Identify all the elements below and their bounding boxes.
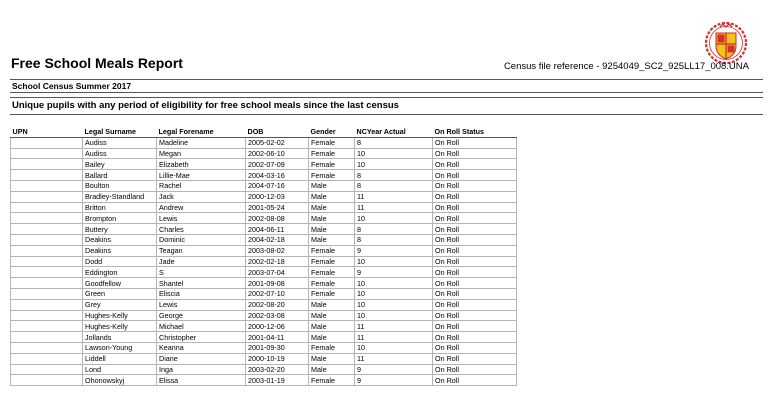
cell-on-roll-status: On Roll bbox=[433, 299, 517, 310]
table-row bbox=[11, 288, 517, 299]
cell-legal-surname: Boulton bbox=[83, 180, 157, 191]
cell-upn bbox=[11, 267, 83, 278]
cell-gender: Female bbox=[309, 137, 355, 148]
census-name-bar bbox=[10, 79, 763, 93]
cell-legal-surname: Green bbox=[83, 288, 157, 299]
cell-gender: Female bbox=[309, 375, 355, 386]
cell-gender: Female bbox=[309, 245, 355, 256]
cell-upn bbox=[11, 137, 83, 148]
cell-legal-surname: Hughes-Kelly bbox=[83, 310, 157, 321]
cell-on-roll-status: On Roll bbox=[433, 278, 517, 289]
table-header-row bbox=[11, 127, 517, 137]
cell-legal-forename: Elissa bbox=[157, 375, 246, 386]
cell-gender: Female bbox=[309, 159, 355, 170]
cell-ncyear: 9 bbox=[355, 375, 433, 386]
cell-legal-surname: Hughes-Kelly bbox=[83, 321, 157, 332]
cell-legal-surname: Audiss bbox=[83, 148, 157, 159]
cell-on-roll-status: On Roll bbox=[433, 148, 517, 159]
cell-legal-surname: Jollands bbox=[83, 332, 157, 343]
cell-dob: 2001-05-24 bbox=[246, 202, 309, 213]
cell-upn bbox=[11, 364, 83, 375]
cell-legal-surname: Bailey bbox=[83, 159, 157, 170]
cell-on-roll-status: On Roll bbox=[433, 234, 517, 245]
cell-legal-surname: Eddington bbox=[83, 267, 157, 278]
cell-dob: 2002-08-08 bbox=[246, 213, 309, 224]
cell-upn bbox=[11, 321, 83, 332]
cell-dob: 2002-02-18 bbox=[246, 256, 309, 267]
pupils-table bbox=[10, 127, 517, 386]
cell-gender: Male bbox=[309, 332, 355, 343]
cell-gender: Male bbox=[309, 234, 355, 245]
cell-legal-forename: Madeline bbox=[157, 137, 246, 148]
cell-dob: 2003-08-02 bbox=[246, 245, 309, 256]
cell-legal-forename: Lewis bbox=[157, 213, 246, 224]
table-row bbox=[11, 267, 517, 278]
cell-dob: 2002-06-10 bbox=[246, 148, 309, 159]
table-row bbox=[11, 170, 517, 181]
census-file-reference: Census file reference - 9254049_SC2_925LL17_008.UNA bbox=[503, 61, 749, 72]
cell-dob: 2002-08-20 bbox=[246, 299, 309, 310]
cell-upn bbox=[11, 170, 83, 181]
cell-on-roll-status: On Roll bbox=[433, 375, 517, 386]
cell-legal-forename: Jade bbox=[157, 256, 246, 267]
cell-legal-forename: Jack bbox=[157, 191, 246, 202]
cell-dob: 2001-09-08 bbox=[246, 278, 309, 289]
cell-gender: Female bbox=[309, 256, 355, 267]
cell-legal-surname: Britton bbox=[83, 202, 157, 213]
cell-dob: 2001-09-30 bbox=[246, 342, 309, 353]
cell-ncyear: 10 bbox=[355, 310, 433, 321]
cell-legal-forename: Lillie-Mae bbox=[157, 170, 246, 181]
cell-on-roll-status: On Roll bbox=[433, 170, 517, 181]
cell-gender: Female bbox=[309, 342, 355, 353]
table-row bbox=[11, 299, 517, 310]
cell-legal-forename: Rachel bbox=[157, 180, 246, 191]
cell-on-roll-status: On Roll bbox=[433, 342, 517, 353]
cell-ncyear: 10 bbox=[355, 342, 433, 353]
table-row bbox=[11, 234, 517, 245]
cell-gender: Male bbox=[309, 224, 355, 235]
cell-dob: 2000-12-03 bbox=[246, 191, 309, 202]
cell-on-roll-status: On Roll bbox=[433, 321, 517, 332]
table-row bbox=[11, 310, 517, 321]
cell-legal-surname: Bradley-Standland bbox=[83, 191, 157, 202]
cell-legal-forename: Diane bbox=[157, 353, 246, 364]
cell-on-roll-status: On Roll bbox=[433, 137, 517, 148]
cell-dob: 2001-04-11 bbox=[246, 332, 309, 343]
cell-ncyear: 10 bbox=[355, 256, 433, 267]
cell-ncyear: 11 bbox=[355, 202, 433, 213]
cell-legal-forename: Charles bbox=[157, 224, 246, 235]
cell-legal-surname: Ohonowskyj bbox=[83, 375, 157, 386]
cell-upn bbox=[11, 310, 83, 321]
cell-ncyear: 10 bbox=[355, 278, 433, 289]
cell-gender: Female bbox=[309, 267, 355, 278]
cell-ncyear: 11 bbox=[355, 353, 433, 364]
cell-legal-forename: Inga bbox=[157, 364, 246, 375]
cell-on-roll-status: On Roll bbox=[433, 159, 517, 170]
table-row bbox=[11, 342, 517, 353]
report-title: Free School Meals Report bbox=[11, 55, 183, 71]
cell-legal-forename: Elizabeth bbox=[157, 159, 246, 170]
cell-legal-surname: Lond bbox=[83, 364, 157, 375]
cell-dob: 2003-07-04 bbox=[246, 267, 309, 278]
cell-gender: Male bbox=[309, 353, 355, 364]
cell-upn bbox=[11, 148, 83, 159]
table-row bbox=[11, 213, 517, 224]
cell-upn bbox=[11, 234, 83, 245]
cell-ncyear: 9 bbox=[355, 245, 433, 256]
cell-ncyear: 10 bbox=[355, 213, 433, 224]
table-row bbox=[11, 148, 517, 159]
cell-dob: 2002-07-10 bbox=[246, 288, 309, 299]
cell-legal-forename: Michael bbox=[157, 321, 246, 332]
cell-dob: 2004-07-16 bbox=[246, 180, 309, 191]
header-upn: UPN bbox=[11, 127, 83, 137]
cell-upn bbox=[11, 256, 83, 267]
table-row bbox=[11, 137, 517, 148]
cell-upn bbox=[11, 202, 83, 213]
cell-on-roll-status: On Roll bbox=[433, 310, 517, 321]
cell-upn bbox=[11, 180, 83, 191]
cell-gender: Male bbox=[309, 213, 355, 224]
table-row bbox=[11, 224, 517, 235]
cell-dob: 2002-03-08 bbox=[246, 310, 309, 321]
header-on-roll-status: On Roll Status bbox=[433, 127, 517, 137]
cell-legal-surname: Goodfellow bbox=[83, 278, 157, 289]
cell-on-roll-status: On Roll bbox=[433, 353, 517, 364]
cell-gender: Female bbox=[309, 278, 355, 289]
header-legal-forename: Legal Forename bbox=[157, 127, 246, 137]
report-subtitle: Unique pupils with any period of eligibility for free school meals since the last census bbox=[12, 100, 399, 111]
cell-ncyear: 10 bbox=[355, 148, 433, 159]
cell-upn bbox=[11, 375, 83, 386]
cell-on-roll-status: On Roll bbox=[433, 256, 517, 267]
cell-dob: 2000-10-19 bbox=[246, 353, 309, 364]
header-ncyear-actual: NCYear Actual bbox=[355, 127, 433, 137]
cell-on-roll-status: On Roll bbox=[433, 191, 517, 202]
cell-legal-surname: Brompton bbox=[83, 213, 157, 224]
cell-legal-surname: Deakins bbox=[83, 234, 157, 245]
cell-on-roll-status: On Roll bbox=[433, 332, 517, 343]
cell-legal-forename: Dominic bbox=[157, 234, 246, 245]
report-subtitle-bar bbox=[10, 97, 763, 115]
cell-legal-surname: Deakins bbox=[83, 245, 157, 256]
cell-ncyear: 10 bbox=[355, 159, 433, 170]
cell-on-roll-status: On Roll bbox=[433, 180, 517, 191]
cell-upn bbox=[11, 353, 83, 364]
cell-legal-forename: Keanna bbox=[157, 342, 246, 353]
cell-gender: Female bbox=[309, 148, 355, 159]
cell-gender: Male bbox=[309, 180, 355, 191]
table-row bbox=[11, 202, 517, 213]
cell-on-roll-status: On Roll bbox=[433, 245, 517, 256]
cell-on-roll-status: On Roll bbox=[433, 288, 517, 299]
cell-ncyear: 9 bbox=[355, 267, 433, 278]
cell-on-roll-status: On Roll bbox=[433, 213, 517, 224]
cell-ncyear: 11 bbox=[355, 332, 433, 343]
header-legal-surname: Legal Surname bbox=[83, 127, 157, 137]
table-row bbox=[11, 278, 517, 289]
cell-dob: 2000-12-06 bbox=[246, 321, 309, 332]
cell-upn bbox=[11, 278, 83, 289]
cell-ncyear: 9 bbox=[355, 364, 433, 375]
table-row bbox=[11, 159, 517, 170]
header-dob: DOB bbox=[246, 127, 309, 137]
cell-legal-forename: Christopher bbox=[157, 332, 246, 343]
cell-upn bbox=[11, 332, 83, 343]
cell-legal-forename: Lewis bbox=[157, 299, 246, 310]
cell-on-roll-status: On Roll bbox=[433, 364, 517, 375]
pupils-table-body bbox=[11, 137, 517, 385]
cell-dob: 2003-01-19 bbox=[246, 375, 309, 386]
cell-upn bbox=[11, 299, 83, 310]
cell-ncyear: 8 bbox=[355, 180, 433, 191]
cell-gender: Male bbox=[309, 321, 355, 332]
cell-ncyear: 8 bbox=[355, 170, 433, 181]
cell-legal-forename: Megan bbox=[157, 148, 246, 159]
cell-legal-forename: Eliscia bbox=[157, 288, 246, 299]
table-row bbox=[11, 321, 517, 332]
cell-gender: Female bbox=[309, 170, 355, 181]
cell-gender: Male bbox=[309, 191, 355, 202]
cell-legal-surname: Dodd bbox=[83, 256, 157, 267]
cell-upn bbox=[11, 213, 83, 224]
cell-legal-surname: Lawson-Young bbox=[83, 342, 157, 353]
cell-legal-forename: Andrew bbox=[157, 202, 246, 213]
cell-ncyear: 11 bbox=[355, 191, 433, 202]
cell-legal-forename: S bbox=[157, 267, 246, 278]
cell-legal-forename: Shantel bbox=[157, 278, 246, 289]
cell-ncyear: 10 bbox=[355, 288, 433, 299]
cell-ncyear: 8 bbox=[355, 137, 433, 148]
cell-on-roll-status: On Roll bbox=[433, 224, 517, 235]
cell-legal-surname: Ballard bbox=[83, 170, 157, 181]
table-row bbox=[11, 364, 517, 375]
cell-ncyear: 11 bbox=[355, 321, 433, 332]
cell-legal-forename: Teagan bbox=[157, 245, 246, 256]
cell-ncyear: 8 bbox=[355, 234, 433, 245]
cell-legal-surname: Buttery bbox=[83, 224, 157, 235]
table-row bbox=[11, 256, 517, 267]
cell-on-roll-status: On Roll bbox=[433, 202, 517, 213]
cell-legal-forename: George bbox=[157, 310, 246, 321]
header-gender: Gender bbox=[309, 127, 355, 137]
cell-upn bbox=[11, 191, 83, 202]
cell-legal-surname: Liddell bbox=[83, 353, 157, 364]
cell-gender: Male bbox=[309, 202, 355, 213]
table-row bbox=[11, 191, 517, 202]
census-name: School Census Summer 2017 bbox=[12, 81, 132, 91]
cell-ncyear: 10 bbox=[355, 299, 433, 310]
cell-gender: Male bbox=[309, 310, 355, 321]
cell-dob: 2005-02-02 bbox=[246, 137, 309, 148]
cell-upn bbox=[11, 224, 83, 235]
cell-upn bbox=[11, 245, 83, 256]
cell-upn bbox=[11, 342, 83, 353]
school-crest-logo bbox=[704, 20, 748, 66]
cell-legal-surname: Grey bbox=[83, 299, 157, 310]
table-row bbox=[11, 332, 517, 343]
cell-dob: 2003-02-20 bbox=[246, 364, 309, 375]
cell-dob: 2002-07-09 bbox=[246, 159, 309, 170]
cell-legal-surname: Audiss bbox=[83, 137, 157, 148]
table-row bbox=[11, 375, 517, 386]
cell-dob: 2004-03-16 bbox=[246, 170, 309, 181]
cell-ncyear: 8 bbox=[355, 224, 433, 235]
cell-gender: Female bbox=[309, 288, 355, 299]
table-row bbox=[11, 245, 517, 256]
cell-upn bbox=[11, 159, 83, 170]
cell-gender: Male bbox=[309, 364, 355, 375]
cell-gender: Male bbox=[309, 299, 355, 310]
cell-upn bbox=[11, 288, 83, 299]
cell-on-roll-status: On Roll bbox=[433, 267, 517, 278]
cell-dob: 2004-06-11 bbox=[246, 224, 309, 235]
table-row bbox=[11, 353, 517, 364]
cell-dob: 2004-02-18 bbox=[246, 234, 309, 245]
table-row bbox=[11, 180, 517, 191]
